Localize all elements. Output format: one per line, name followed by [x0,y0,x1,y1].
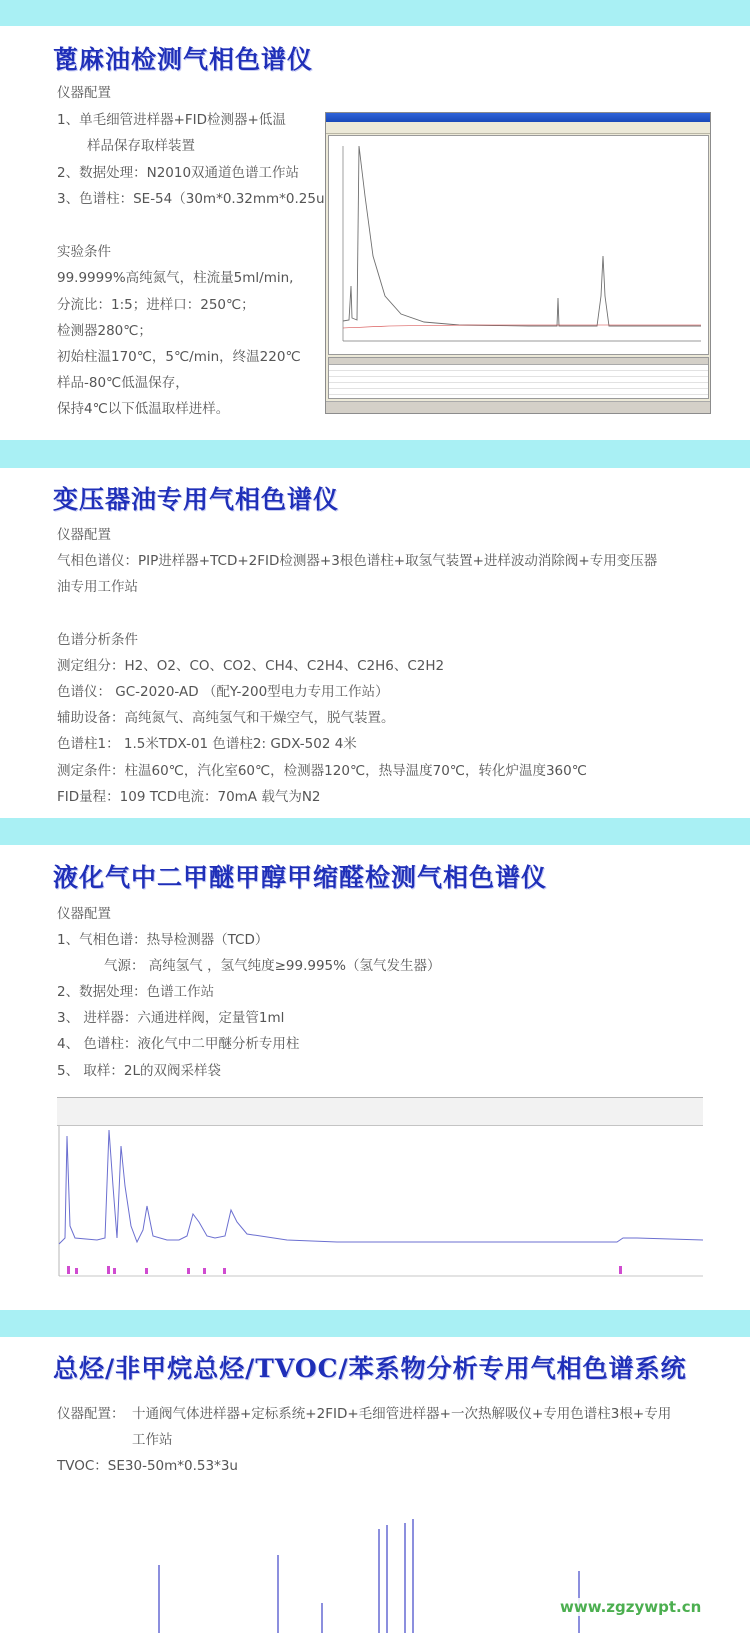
tvoc-config-line-cont: 工作站 [132,1432,173,1448]
tvoc-column: TVOC：SE30-50m*0.53*3u [57,1458,238,1474]
analysis-heading: 色谱分析条件 [57,632,138,648]
analysis-aux: 辅助设备：高纯氮气、高纯氢气和干燥空气，脱气装置。 [57,710,395,726]
condition-detector: 检测器280℃； [57,323,152,339]
lpg-line-4: 4、 色谱柱：液化气中二甲醚分析专用柱 [57,1036,300,1052]
chromatogram-trace-2 [57,1126,703,1287]
config-gc-line: 气相色谱仪：PIP进样器+TCD+2FID检测器+3根色谱柱+取氢气装置+进样波动消除阀+专用变压器 [57,553,658,569]
config-line-2: 2、数据处理：N2010双通道色谱工作站 [57,165,300,181]
window-titlebar [326,113,710,122]
section-band-2 [0,440,750,468]
chromatogram-trace-1 [329,136,708,354]
section-title-transformer-oil: 变压器油专用气相色谱仪 [53,485,340,514]
analysis-instrument: 色谱仪： GC-2020-AD （配Y-200型电力专用工作站） [57,684,389,700]
section-title-lpg: 液化气中二甲醚甲醇甲缩醛检测气相色谱仪 [53,863,548,892]
lpg-line-2: 2、数据处理：色谱工作站 [57,984,215,1000]
window-menubar [326,122,710,134]
lpg-line-3: 3、 进样器：六通进样阀，定量管1ml [57,1010,285,1026]
conditions-heading: 实验条件 [57,244,111,260]
chromatogram-screenshot-1 [325,112,711,414]
condition-carrier: 99.9999%高纯氮气，柱流量5ml/min, [57,270,294,286]
section-band-top [0,0,750,26]
analysis-components: 测定组分：H2、O2、CO、CO2、CH4、C2H4、C2H6、C2H2 [57,658,445,674]
config-line-1-cont: 样品保存取样装置 [87,138,195,154]
chromatogram-screenshot-2 [57,1097,703,1287]
results-table [328,357,709,399]
config-heading-3: 仪器配置 [57,906,111,922]
analysis-conditions: 测定条件：柱温60℃，汽化室60℃，检测器120℃，热导温度70℃，转化炉温度360℃ [57,763,587,779]
config-heading-2: 仪器配置 [57,527,111,543]
section-title-tvoc: 总烃/非甲烷总烃/TVOC/苯系物分析专用气相色谱系统 [53,1354,687,1383]
condition-sample: 样品-80℃低温保存， [57,375,189,391]
condition-sampling: 保持4℃以下低温取样进样。 [57,401,230,417]
condition-split: 分流比：1:5；进样口：250℃； [57,297,255,313]
lpg-line-5: 5、 取样：2L的双阀采样袋 [57,1063,221,1079]
config-line-1: 1、单毛细管进样器+FID检测器+低温 [57,112,286,128]
config-heading: 仪器配置 [57,85,111,101]
tvoc-config-line: 十通阀气体进样器+定标系统+2FID+毛细管进样器+一次热解吸仪+专用色谱柱3根+专用 [132,1406,672,1422]
window-statusbar [326,401,710,413]
section-title-castor-oil: 蓖麻油检测气相色谱仪 [53,45,314,74]
analysis-columns: 色谱柱1： 1.5米TDX-01 色谱柱2: GDX-502 4米 [57,736,357,752]
lpg-line-gas: 气源： 高纯氢气 ，氢气纯度≥99.995%（氢气发生器） [104,958,441,974]
watermark: www.zgzywpt.cn [556,1598,705,1616]
chromatogram-plot [328,135,709,355]
section-band-3 [0,818,750,845]
analysis-fid: FID量程：109 TCD电流：70mA 载气为N2 [57,789,321,805]
lpg-line-1: 1、气相色谱：热导检测器（TCD） [57,932,269,948]
section-band-4 [0,1310,750,1337]
config-line-3: 3、色谱柱：SE-54（30m*0.32mm*0.25u [57,191,325,207]
config-gc-line-cont: 油专用工作站 [57,579,138,595]
workstation-controls [57,1098,703,1126]
tvoc-config-label: 仪器配置： [57,1406,125,1422]
condition-oven: 初始柱温170℃，5℃/min，终温220℃ [57,349,301,365]
